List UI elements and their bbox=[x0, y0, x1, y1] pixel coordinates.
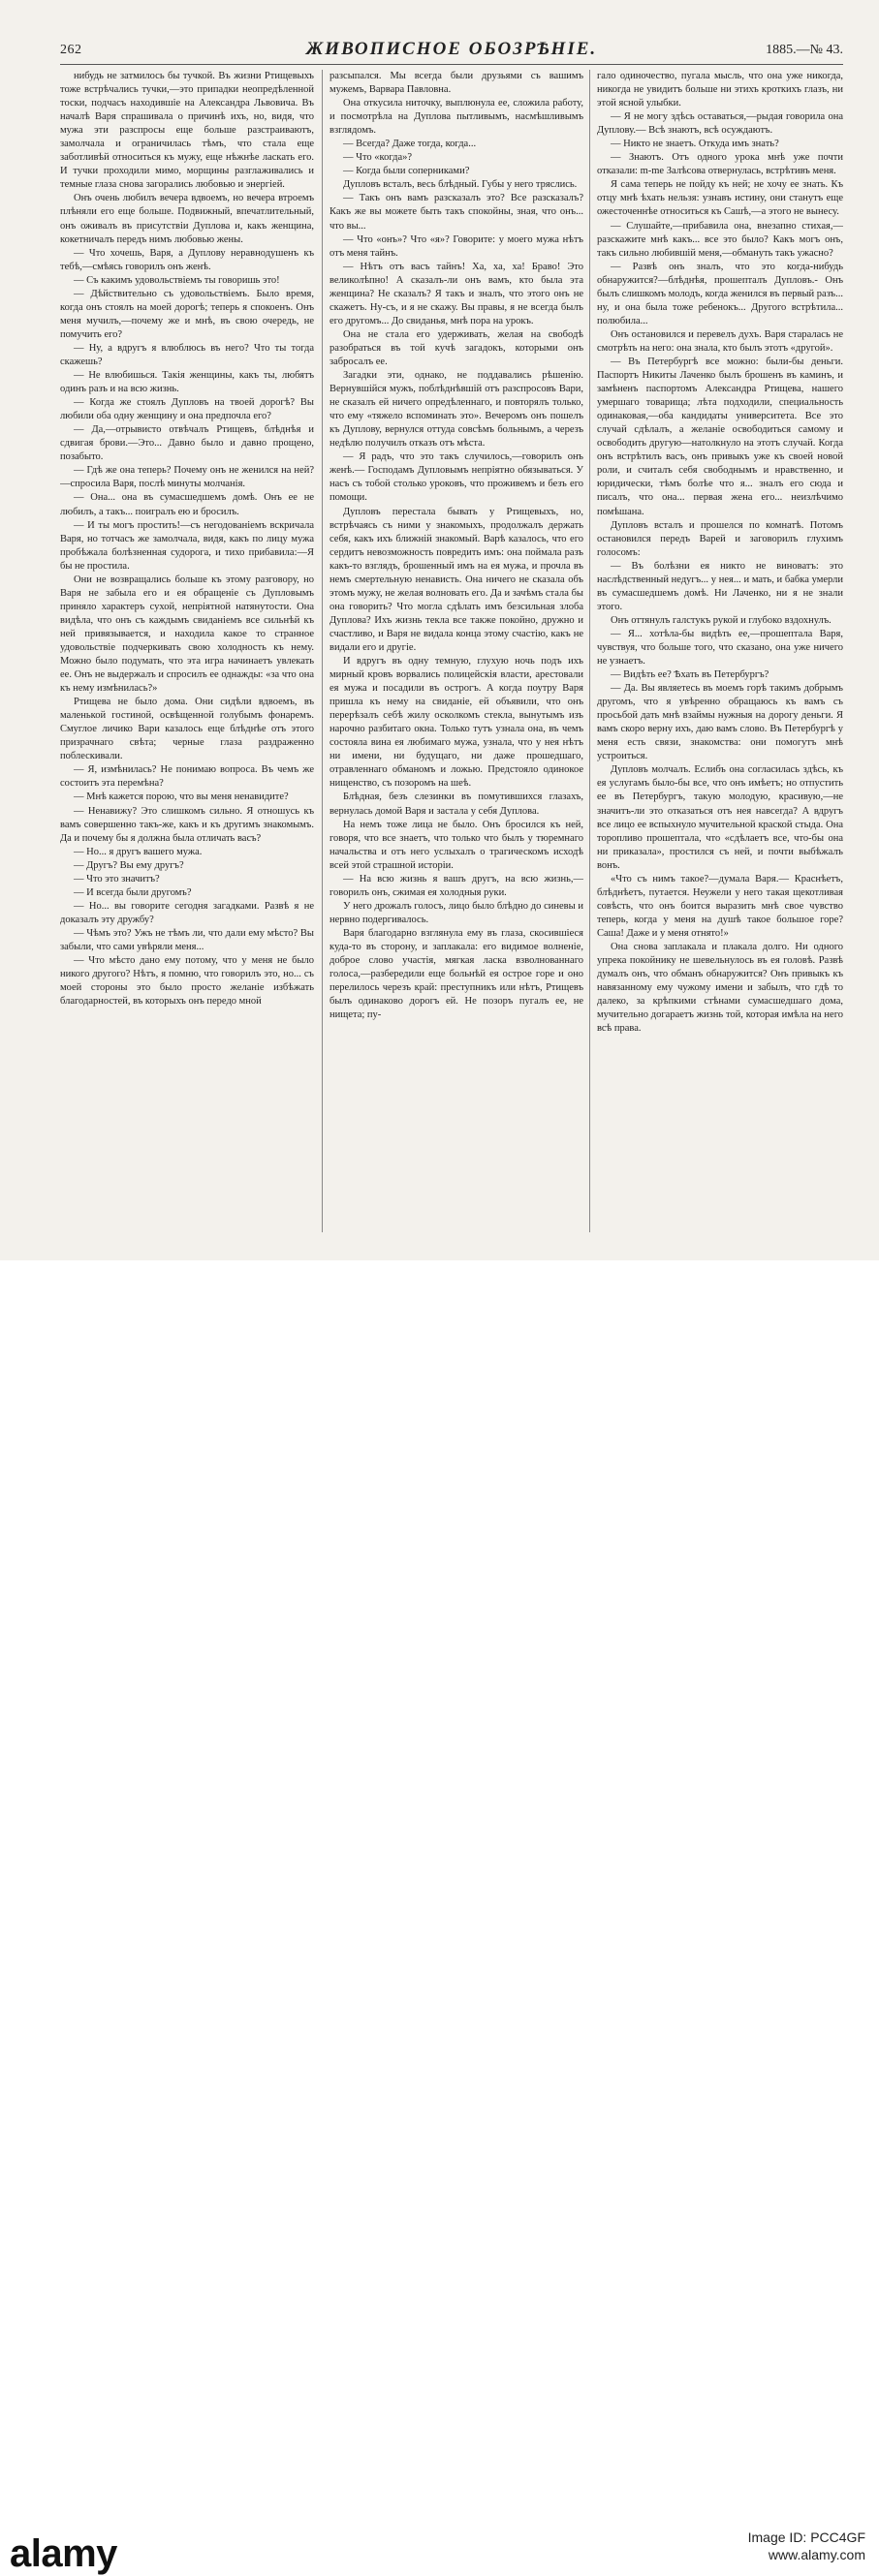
journal-title: ЖИВОПИСНОЕ ОБОЗРѢНІЕ. bbox=[305, 39, 598, 59]
paragraph: — Я... хотѣла-бы видѣть ее,—прошептала Варя, чувствуя, что больше того, что сказано, она уже ничего не узнаетъ. bbox=[597, 628, 843, 667]
paragraph: Она не стала его удерживать, желая на свободѣ разобраться въ той кучѣ загадокъ, которыми онъ забросалъ ее. bbox=[330, 328, 583, 367]
watermark-banner bbox=[0, 1260, 879, 2575]
page-number: 262 bbox=[60, 43, 82, 57]
image-id: Image ID: PCC4GF bbox=[747, 2529, 865, 2545]
paragraph: Она снова заплакала и плакала долго. Ни одного упрека покойнику не шевельнулось въ ея головѣ. Развѣ думалъ онъ, что обманъ обнаружится? Онъ привыкъ къ навязанному ему чужому имени и забылъ, что гдѣ то далеко, за крѣпкими стѣнами сумасшедшаго дома, мучительно догараетъ жизнь той, которая имѣла на него всѣ права. bbox=[597, 942, 843, 1035]
paragraph: — И всегда были другомъ? bbox=[74, 886, 192, 898]
alamy-logo: alamy bbox=[10, 2532, 117, 2575]
paragraph: — Она... она въ сумасшедшемъ домѣ. Онъ ее не любилъ, а такъ... поигралъ ею и бросилъ. bbox=[60, 492, 314, 517]
paragraph: — Да,—отрывисто отвѣчалъ Ртищевъ, блѣднѣя и сдвигая брови.—Это... Давно было и давно прощено, позабыто. bbox=[60, 424, 314, 463]
paragraph: Онъ остановился и перевелъ духъ. Варя старалась не смотрѣть на него: она знала, кто былъ этотъ «другой». bbox=[597, 328, 843, 354]
paragraph: — Да. Вы являетесь въ моемъ горѣ такимъ добрымъ другомъ, что я увѣренно обращаюсь къ вамъ съ просьбой дать мнѣ взаймы нужныя на дорогу деньги. Я вамъ скоро верну ихъ, даю вамъ слово. Въ Петербургѣ у меня есть связи, знакомства: они помогутъ мнѣ устроиться. bbox=[597, 683, 843, 762]
paragraph: У него дрожалъ голосъ, лицо было блѣдно до синевы и нервно подергивалось. bbox=[330, 900, 583, 925]
text-columns bbox=[60, 70, 843, 1232]
paragraph: — Слушайте,—прибавила она, внезапно стихая,—разскажите мнѣ какъ... все это было? Какъ могъ онъ, такъ сильно любившій меня,—обмануть такъ ужасно? bbox=[597, 220, 843, 259]
column-2 bbox=[330, 70, 583, 1232]
paragraph: — Когда были соперниками? bbox=[343, 166, 470, 177]
paragraph: — Но... вы говорите сегодня загадками. Развѣ я не доказалъ эту дружбу? bbox=[60, 900, 314, 925]
paragraph: И вдругъ въ одну темную, глухую ночь подъ ихъ мирный кровъ ворвались полицейскія власти, арестовали ея мужа и посадили въ острогъ. А когда поутру Варя пришла къ нему на свиданіе, ей объявили, что онъ перерѣзалъ себѣ жилу осколкомъ стекла, вынутымъ изъ нарочно разбитаго окна. Только тутъ узнала она, въ чемъ состояла вина ея любимаго мужа, узнала, что у нея нѣтъ ни имени, ни будущаго, ни даже прошедшаго, отравленнаго обманомъ и ложью. Предстояло одинокое нищенство, съ позоромъ на шеѣ. bbox=[330, 656, 583, 790]
paragraph: Блѣдная, безъ слезинки въ помутившихся глазахъ, вернулась домой Варя и застала у себя Дуплова. bbox=[330, 791, 583, 817]
paragraph: Онъ оттянулъ галстукъ рукой и глубоко вздохнулъ. bbox=[611, 614, 832, 626]
paragraph: — Такъ онъ вамъ разсказалъ это? Все разсказалъ? Какъ же вы можете быть такъ спокойны, зная, что онъ... что вы... bbox=[330, 193, 583, 232]
paragraph: Варя благодарно взглянула ему въ глаза, скосившіеся куда-то въ сторону, и заплакала: его видимое волненіе, доброе слово участія, мягкая ласка взволнованнаго голоса,—разбередили еще больнѣй ея острое горе и оно перелилось черезъ край: преступникъ или нѣтъ, Ртищевъ былъ одинаково дорогъ ей. Не позоръ пугалъ ее, не нищета; пу- bbox=[330, 927, 583, 1021]
image-url: www.alamy.com bbox=[768, 2547, 865, 2562]
paragraph: Дупловъ всталъ и прошелся по комнатѣ. Потомъ остановился передъ Варей и заговорилъ глухимъ голосомъ: bbox=[597, 519, 843, 558]
paragraph: — На всю жизнь я вашъ другъ, на всю жизнь,—говорилъ онъ, сжимая ея холодныя руки. bbox=[330, 873, 583, 898]
paragraph: — Не влюбишься. Такія женщины, какъ ты, любятъ одинъ разъ и на всю жизнь. bbox=[60, 370, 314, 395]
paragraph: — Я радъ, что это такъ случилось,—говорилъ онъ женѣ.— Господамъ Дупловымъ непріятно обязываться. У насъ съ тобой столько уроковъ, что проживемъ и безъ его помощи. bbox=[330, 451, 583, 504]
paragraph: — Дѣйствительно съ удовольствіемъ. Было время, когда онъ стоялъ на моей дорогѣ; теперь я спокоенъ. Онъ меня мучилъ,—почему же и мнѣ, въ свою очередь, не помучить его? bbox=[60, 288, 314, 340]
paragraph: — Развѣ онъ зналъ, что это когда-нибудь обнаружится?—блѣднѣя, прошепталъ Дупловъ.- Онъ былъ слишкомъ молодъ, когда женился въ первый разъ... ну, и она была тоже ребенокъ... Другого встрѣтила... полюбила... bbox=[597, 261, 843, 326]
paragraph: — Ненавижу? Это слишкомъ сильно. Я отношусь къ вамъ совершенно такъ-же, какъ и къ другимъ знакомымъ. Да и почему бы я должна была отличать васъ? bbox=[60, 805, 314, 844]
paragraph: нибудь не затмилось бы тучкой. Въ жизни Ртищевыхъ тоже встрѣчались тучки,—это припадки неопредѣленной тоски, подчасъ находившіе на Александра Львовича. Въ началѣ Варя спрашивала о причинѣ ихъ, но, видя, что мужа эти разспросы еще больше разстраиваютъ, замолчала и ограничилась тѣмъ, что стала еще заботливѣй относиться къ мужу, еще нѣжнѣе ласкать его. И тучки проходили мимо, морщины разглаживались и темные глаза снова загорались любовью и энергіей. bbox=[60, 71, 314, 191]
paragraph: Онъ очень любилъ вечера вдвоемъ, но вечера втроемъ плѣняли его еще больше. Подвижный, впечатлительный, онъ оживалъ въ присутствіи Дуплова и, какъ женщина, кокетничалъ передъ нимъ любовью жены. bbox=[60, 193, 314, 245]
paragraph: — Но... я другъ вашего мужа. bbox=[74, 846, 203, 857]
paragraph: гало одиночество, пугала мысль, что она уже никогда, никогда не увидитъ больше ни этихъ кроткихъ глазъ, ни этой ясной улыбки. bbox=[597, 71, 843, 109]
paragraph: На немъ тоже лица не было. Онъ бросился къ ней, говоря, что все знаетъ, что только что былъ у тюремнаго начальства и отъ него услыхалъ о трагическомъ исходѣ всей этой страшной исторіи. bbox=[330, 819, 583, 871]
paragraph: — Ну, а вдругъ я влюблюсь въ него? Что ты тогда скажешь? bbox=[60, 342, 314, 367]
paragraph: Ртищева не было дома. Они сидѣли вдвоемъ, въ маленькой гостиной, освѣщенной голубымъ фонаремъ. Смуглое личико Вари казалось еще блѣднѣе отъ этого призрачнаго свѣта; черные глаза раздраженно поблескивали. bbox=[60, 697, 314, 762]
paragraph: — Гдѣ же она теперь? Почему онъ не женился на ней?—спросила Варя, послѣ минуты молчанія. bbox=[60, 465, 314, 490]
paragraph: — Что «онъ»? Что «я»? Говорите: у моего мужа нѣтъ отъ меня тайнъ. bbox=[330, 233, 583, 259]
image-info bbox=[748, 2529, 865, 2563]
paragraph: — Видѣть ее? Ѣхать въ Петербургъ? bbox=[611, 669, 769, 681]
paragraph: — Когда же стоялъ Дупловъ на твоей дорогѣ? Вы любили оба одну женщину и она предпочла его? bbox=[60, 397, 314, 422]
paragraph: — Что мѣсто дано ему потому, что у меня не было никого другого? Нѣтъ, я помню, что говорилъ это, но... съ моей стороны это было просто желаніе избѣжать благодарностей, въ которыхъ онъ передо мной bbox=[60, 955, 314, 1008]
paragraph: — Съ какимъ удовольствіемъ ты говоришь это! bbox=[74, 274, 280, 286]
paragraph: — Всегда? Даже тогда, когда... bbox=[343, 139, 477, 150]
page-header bbox=[60, 39, 843, 65]
paragraph: Загадки эти, однако, не поддавались рѣшенію. Вернувшійся мужъ, поблѣднѣвшій отъ разспросовъ Вари, не сказалъ ей ничего опредѣленнаго, и повторялъ только, что ему «тяжело вспоминать это». Вечеромъ онъ пошелъ къ Дуплову, вернулся оттуда совсѣмъ больнымъ, а черезъ недѣлю получилъ отказъ отъ мѣста. bbox=[330, 370, 583, 450]
paragraph: — И ты могъ простить!—съ негодованіемъ вскричала Варя, но тотчасъ же замолчала, видя, какъ по лицу мужа пробѣжала болѣзненная судорога, и тихо прибавила:—Я бы не простила. bbox=[60, 519, 314, 572]
paragraph: — Чѣмъ это? Ужъ не тѣмъ ли, что дали ему мѣсто? Вы забыли, что сами увѣряли меня... bbox=[60, 927, 314, 952]
paragraph: — Въ Петербургѣ все можно: были-бы деньги. Паспортъ Никиты Лаченко былъ брошенъ въ каминъ, и замѣненъ паспортомъ Александра Ртищева, нашего умершаго товарища; лѣта подходили, специальность одинаковая,—оба кандидаты университета. Все это случай сдѣлалъ, а желаніе освободиться самому и освободить другую—натолкнуло на этотъ случай. Когда онъ встрѣтилъ васъ, онъ привыкъ уже къ своей новой роли, и считалъ себя свободнымъ и нравственно, и юридически, тѣмъ болѣе что я... зналъ его сюда и писалъ, что она... первая жена его... неизлѣчимо помѣшана. bbox=[597, 356, 843, 517]
paragraph: — Знаютъ. Отъ одного урока мнѣ уже почти отказали: m-me Залѣсова отвернулась, встрѣтивъ меня. bbox=[597, 152, 843, 177]
column-divider bbox=[322, 70, 323, 1232]
paragraph: Дупловъ перестала бывать у Ртищевыхъ, но, встрѣчаясь съ ними у знакомыхъ, продолжалъ держать себя, какъ ихъ ближній знакомый. Варѣ казалось, что его сердитъ невозможность повредить имъ: она поймала разъ какъ-то взглядъ, брошенный имъ на ея мужа, и прочла въ немъ смертельную ненависть. Она ничего не сказала объ этомъ мужу, не желая волновать его. Да и зачѣмъ стала бы она говорить? Что могла сдѣлать имъ безсильная злоба Дуплова? Ихъ жизнь текла все также покойно, дружно и счастливо, и Варя не видала конца этому счастію, какъ не видали его и другіе. bbox=[330, 506, 583, 653]
paragraph: Дупловъ молчалъ. Еслибъ она согласилась здѣсь, къ ея услугамъ было-бы все, что онъ имѣетъ; но отпустить ее въ Петербургъ, такую молодую, красивую,—не значитъ-ли это отказаться отъ нея навсегда? А вдругъ все лицо ее вспыхнуло мучительной краской стыда. Она торопливо прошептала, что «сдѣлаетъ все, что-бы она ни приказала», простился съ ней, и почти выбѣжалъ вонъ. bbox=[597, 764, 843, 871]
newspaper-page bbox=[0, 0, 879, 1260]
paragraph: — Что хочешь, Варя, а Дуплову неравнодушенъ къ тебѣ,—смѣясь говорилъ онъ женѣ. bbox=[60, 247, 314, 272]
paragraph: — Я не могу здѣсь оставаться,—рыдая говорила она Дуплову.— Всѣ знаютъ, всѣ осуждаютъ. bbox=[597, 111, 843, 137]
paragraph: — Я, измѣнилась? Не понимаю вопроса. Въ чемъ же состоитъ эта перемѣна? bbox=[60, 764, 314, 790]
paragraph: — Нѣтъ отъ васъ тайнъ! Ха, ха, ха! Браво! Это великолѣпно! А сказалъ-ли онъ вамъ, кто была эта женщина? Не сказалъ? Я такъ и зналъ, что этого онъ не скажетъ. Ну-съ, и я не скажу. Вы правы, я не всегда былъ его другомъ... До свиданья, мнѣ пора на урокъ. bbox=[330, 261, 583, 326]
paragraph: Дупловъ всталъ, весь блѣдный. Губы у него тряслись. bbox=[343, 179, 578, 191]
paragraph: разсыпался. Мы всегда были друзьями съ вашимъ мужемъ, Варвара Павловна. bbox=[330, 71, 583, 96]
paragraph: Я сама теперь не пойду къ ней; не хочу ее знать. Къ отцу мнѣ ѣхать нельзя: узнавъ истину, они станутъ еще ожесточеннѣе относиться къ Сашѣ,—а этого не вынесу. bbox=[597, 179, 843, 218]
paragraph: — Что «когда»? bbox=[343, 152, 413, 164]
paragraph: — Въ болѣзни ея никто не виноватъ: это наслѣдственный недугъ... у нея... и мать, и бабка умерли въ сумасшедшемъ домѣ. Ни Лаченко, ни я не знали этого. bbox=[597, 560, 843, 612]
paragraph: — Никто не знаетъ. Откуда имъ знать? bbox=[611, 139, 779, 150]
paragraph: — Что это значитъ? bbox=[74, 873, 160, 885]
column-3 bbox=[597, 70, 843, 1232]
paragraph: Она откусила ниточку, выплюнула ее, сложила работу, и посмотрѣла на Дуплова пытливымъ, насмѣшливымъ взглядомъ. bbox=[330, 98, 583, 137]
paragraph: Они не возвращались больше къ этому разговору, но Варя не забыла его и ея обращеніе съ Дупловымъ приняло характеръ сухой, непріятной натянутости. Она видѣла, что онъ съ каждымъ свиданіемъ все сильнѣй къ ней привязывается, и находила какое то странное удовольствіе подчеркивать свою холодность къ нему. Можно было подумать, что эта игра начинаетъ увлекать ее. Онъ не выдержалъ и спросилъ ее однажды: «за что она къ нему измѣнилась?» bbox=[60, 574, 314, 695]
paragraph: «Что съ нимъ такое?—думала Варя.— Краснѣетъ, блѣднѣетъ, путается. Неужели у него такая щекотливая совѣсть, что онъ боится выразить мнѣ свое чувство теперь, когда у меня на душѣ такое большое горе? Саша! Даже и у меня отнято!» bbox=[597, 873, 843, 939]
paragraph: — Мнѣ кажется порою, что вы меня ненавидите? bbox=[74, 791, 289, 803]
column-divider bbox=[589, 70, 590, 1232]
paragraph: — Другъ? Вы ему другъ? bbox=[74, 859, 184, 871]
issue-number: 1885.—№ 43. bbox=[766, 43, 843, 57]
column-1 bbox=[60, 70, 314, 1232]
